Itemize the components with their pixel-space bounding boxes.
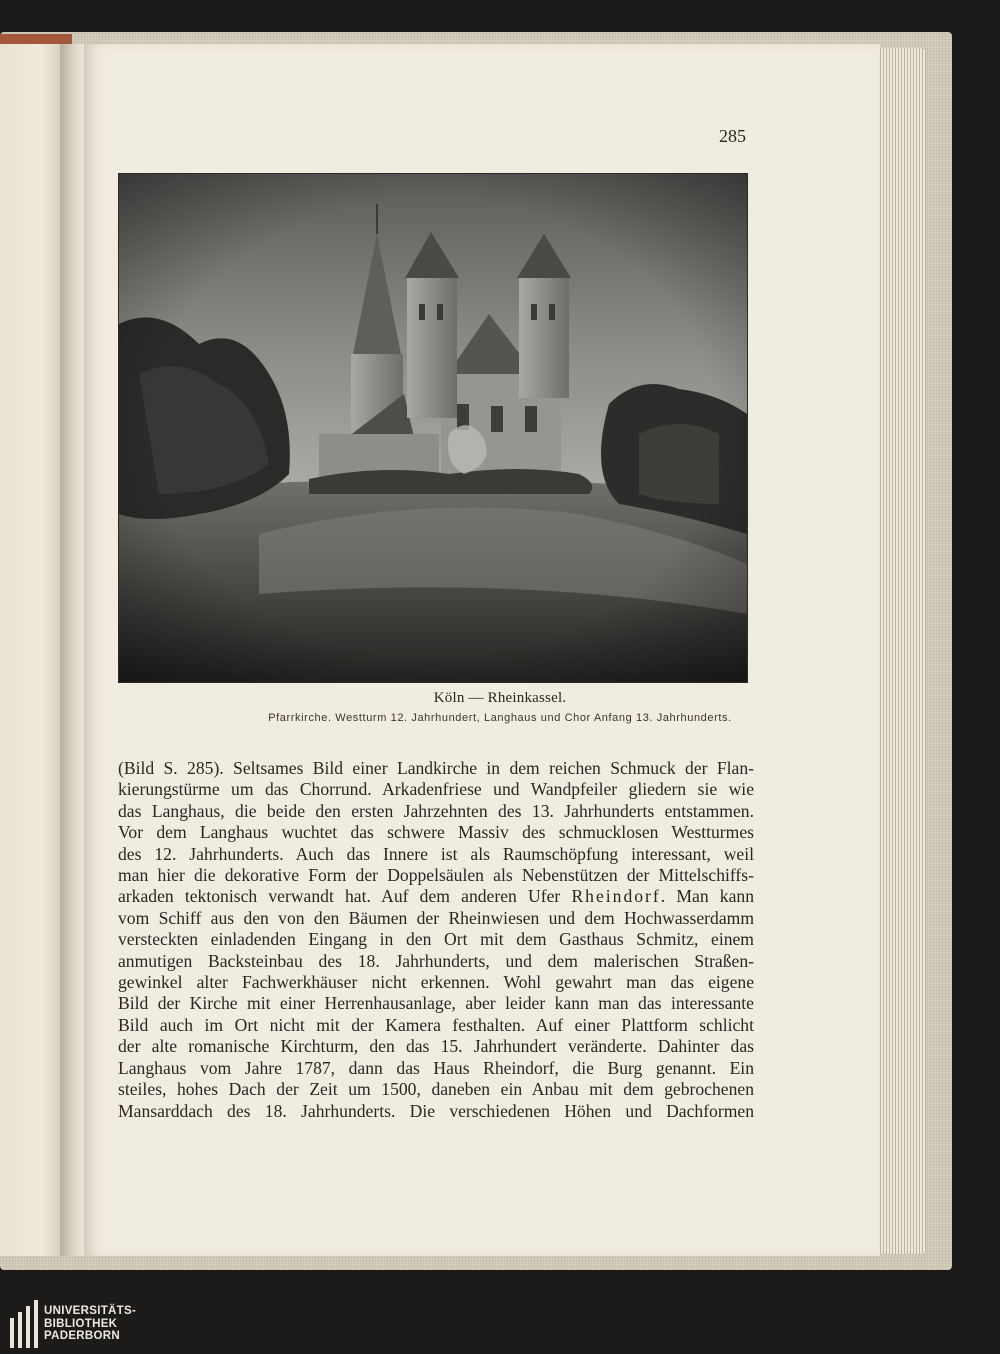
text-segment: arkaden tektonisch verwandt hat. Auf dem anderen Ufer: [118, 886, 572, 907]
spaced-placename: Rheindorf: [571, 886, 661, 907]
logo-line: BIBLIOTHEK: [44, 1317, 118, 1330]
body-text: [118, 758, 754, 1122]
logo-line: PADERBORN: [44, 1330, 120, 1343]
text-line: Mansarddach des 18. Jahrhunderts. Die verschiedenen Höhen und Dachformen: [118, 1100, 754, 1121]
text-line: gewinkel alter Fachwerkhäuser nicht erkennen. Wohl gewahrt man das eigene: [118, 972, 754, 993]
caption-title: Köln — Rheinkassel.: [433, 690, 567, 706]
logo-line: UNIVERSITÄTS-: [44, 1305, 137, 1318]
text-segment: . Man kann: [660, 886, 755, 907]
text-line: anmutigen Backsteinbau des 18. Jahrhunderts, und dem malerischen Straßen-: [118, 950, 754, 971]
logo-bars-icon: [10, 1300, 38, 1348]
text-line: versteckten einladenden Eingang in den Ort mit dem Gasthaus Schmitz, einem: [118, 929, 754, 950]
page-number: 285: [719, 126, 746, 146]
text-line: der alte romanische Kirchturm, den das 15. Jahrhundert veränderte. Dahinter das: [118, 1036, 754, 1057]
church-photo-illustration: [119, 174, 747, 682]
text-line: Bild auch im Ort nicht mit der Kamera festhalten. Auf einer Plattform schlicht: [118, 1014, 754, 1035]
text-line: (Bild S. 285). Seltsames Bild einer Landkirche in dem reichen Schmuck der Flan-: [118, 758, 754, 778]
caption-subtitle: Pfarrkirche. Westturm 12. Jahrhundert, Langhaus und Chor Anfang 13. Jahrhunderts.: [268, 712, 732, 724]
text-line: des 12. Jahrhunderts. Auch das Innere ist als Raumschöpfung interessant, weil: [118, 843, 754, 864]
text-line: [118, 886, 754, 907]
text-line: Vor dem Langhaus wuchtet das schwere Massiv des schmucklosen Westturmes: [118, 822, 754, 843]
left-page: [0, 44, 60, 1256]
library-logo: [10, 1300, 136, 1348]
text-line: steiles, hohes Dach der Zeit um 1500, daneben ein Anbau mit dem gebrochenen: [118, 1079, 754, 1100]
text-line: Langhaus vom Jahre 1787, dann das Haus Rheindorf, die Burg genannt. Ein: [118, 1057, 754, 1078]
logo-text: [44, 1305, 136, 1343]
text-line: vom Schiff aus den von den Bäumen der Rheinwiesen und dem Hochwasserdamm: [118, 907, 754, 928]
text-line: kierungstürme um das Chorrund. Arkadenfriese und Wandpfeiler gliedern sie wie: [118, 779, 754, 800]
church-photograph: [118, 173, 748, 683]
text-line: Bild der Kirche mit einer Herrenhausanlage, aber leider kann man das interessante: [118, 993, 754, 1014]
text-line: man hier die dekorative Form der Doppelsäulen als Nebenstützen der Mittelschiffs-: [118, 865, 754, 886]
text-line: das Langhaus, die beide den ersten Jahrzehnten des 13. Jahrhunderts entstammen.: [118, 800, 754, 821]
page-edges: [878, 48, 926, 1254]
